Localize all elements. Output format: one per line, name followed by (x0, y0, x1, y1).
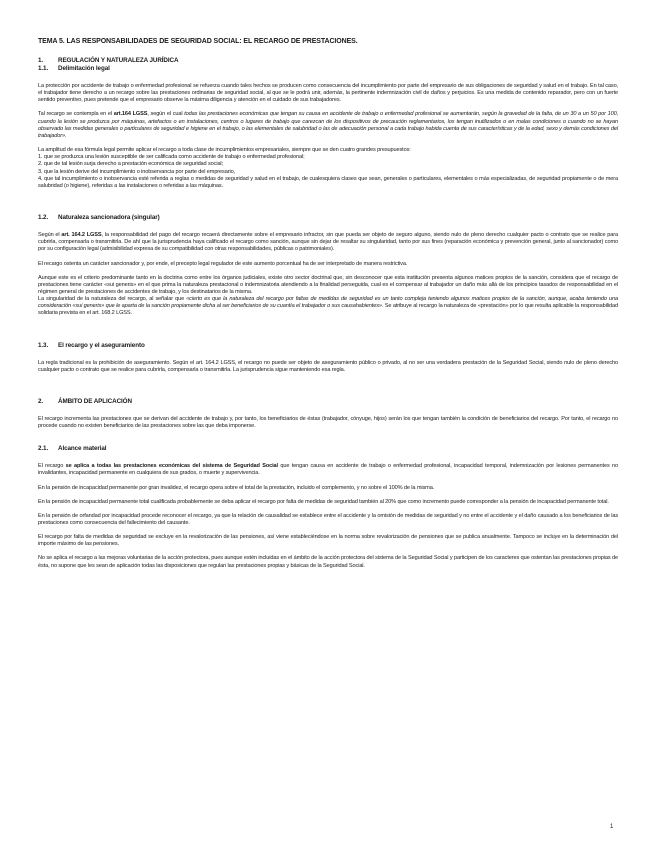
section-2-1-heading: 2.1. Alcance material (38, 445, 107, 453)
section-1-heading: 1. REGULACIÓN Y NATURALEZA JURÍDICA (38, 57, 179, 64)
document-title: TEMA 5. LAS RESPONSABILIDADES DE SEGURIDAD SOCIAL: EL RECARGO DE PRESTACIONES. (38, 38, 358, 45)
section-2-heading: 2. ÁMBITO DE APLICACIÓN (38, 397, 132, 405)
page-number: 1 (610, 824, 614, 830)
section-1-3-heading: 1.3. El recargo y el aseguramiento (38, 341, 145, 349)
paragraph: Tal recargo se contempla en el art.164 LGSS, según el cual todas las prestaciones económicas que tengan su causa en accidente de trabajo o enfermedad profesional se aumentarán, según la gravedad de la falta, de un 30 a un 50 por 100, cuando la lesión se produzca por máquinas, artefactos o en instalaciones, centros o lugares de trabajo que carezcan de los dispositivos de precaución reglamentarios, los tengan inutilizados o en malas condiciones o cuando no se hayan observado las medidas generales o particulares de seguridad e higiene en el trabajo, o las elementales de salubridad o las de adecuación personal a cada trabajo habida cuenta de sus características y de la edad, sexo y demás condiciones del trabajador». (38, 111, 619, 139)
paragraph: La amplitud de esa fórmula legal permite aplicar el recargo a toda clase de incumplimientos empresariales, siempre que se den cuatro grandes presupuestos: (38, 147, 411, 154)
paragraph: El recargo ostenta un carácter sancionador y, por ende, el precepto legal regulador de este aumento porcentual ha de ser interpretado de manera restrictiva. (38, 260, 408, 267)
paragraph: La protección por accidente de trabajo o enfermedad profesional se refuerza cuando tales hechos se producen como consecuencia del incumplimiento por parte del empresario de sus obligaciones de seguridad y salud en el trabajo. En tal caso, el trabajador tiene derecho a un recargo sobre las prestaciones ordinarias de seguridad social, al que se le podrá unir, además, la pertinente indemnización civil de daños y perjuicios. Es una medida de contenido reparador, pero con un fuerte sentido preventivo, pues pretende que el empresario observe la máxima diligencia y atención en el cuidado de sus trabajadores. (38, 83, 618, 104)
paragraph: La regla tradicional es la prohibición de aseguramiento. Según el art. 164.2 LGSS, el recargo no puede ser objeto de aseguramiento público o privado, al no ser una verdadera prestación de la Seguridad Social, siendo nulo de pleno derecho cualquier pacto o contrato que se realice para cubrirla, compensarla o transmitirla. La jurisprudencia sigue manteniendo esa regla. (38, 359, 618, 373)
section-1-2-heading: 1.2. Naturaleza sancionadora (singular) (38, 214, 160, 222)
document-body (38, 37, 618, 577)
paragraph: En la pensión de incapacidad permanente total cualificada probablemente se deba aplicar el recargo por falta de medidas de seguridad también al 20% que como incremento puede corresponder a la pensión de incapacidad permanente total. (38, 498, 609, 505)
paragraph: Aunque este es el criterio predominante tanto en la doctrina como entre los órganos judiciales, existe otro sector doctrinal que, sin desconocer que esta institución presenta algunos matices propios de la sanción, considera que el recargo de prestaciones tiene carácter «sui generis» en el que prima la naturaleza prestacional o indemnizatoria atendiendo a la finalidad perseguida, cual es el compensar al trabajador un daño más allá de los principios tasados de responsabilidad en el régimen general de prestaciones de accidentes de trabajo, y los destinatarios de la misma. (38, 274, 618, 295)
paragraph: El recargo se aplica a todas las prestaciones económicas del sistema de Seguridad Social que tengan causa en accidente de trabajo o enfermedad profesional, incapacidad temporal, indemnización por lesiones permanentes no invalidantes, incapacidad permanente en cualquiera de sus grados, o muerte y supervivencia. (38, 463, 619, 477)
paragraph: El recargo por falta de medidas de seguridad se excluye en la revalorización de las pensiones, así viene estableciéndose en la norma sobre revalorización de pensiones que se publica anualmente. Tampoco se incluye en la determinación del importe máximo de las pensiones. (38, 534, 618, 548)
paragraph: En la pensión de incapacidad permanente por gran invalidez, el recargo opera sobre el total de la prestación, incluido el complemento, y no sobre el 100% de la misma. (38, 484, 435, 491)
list-item: 3. que la lesión derive del incumplimiento o inobservancia por parte del empresario, (38, 168, 236, 175)
list-item: 2. que de tal lesión surja derecho a prestación económica de seguridad social; (38, 161, 223, 168)
list-item: 4. que tal incumplimiento o inobservancia esté referida a reglas o medidas de seguridad y salud en el trabajo, de cualesquiera clases que sean, generales o particulares, elementales o más especializadas, de seguridad propiamente o de mera salubridad (o higiene), referidas a las instalaciones o referidas a las máquinas. (38, 175, 618, 189)
paragraph: Según el art. 164.2 LGSS, la responsabilidad del pago del recargo recaerá directamente sobre el empresario infractor, sin que pueda ser objeto de seguro alguno, siendo nulo de pleno derecho cualquier pacto o contrato que se realice para cubrirla, compensarla o transmitirla. De ahí que la jurisprudencia haya calificado el recargo como sanción, aunque sin dejar de resaltar su singularidad, tanto por sus fines (reparación económica y prevención general, junto al sancionador) como por su configuración legal (admisibilidad expresa de su compatibilidad con otras responsabilidades, públicas o patrimoniales). (38, 232, 619, 253)
paragraph: En la pensión de orfandad por incapacidad procede reconocer el recargo, ya que la relación de causalidad se establece entre el accidente y la omisión de medidas de seguridad y no entre el accidente y el daño causado a los beneficiarios de las prestaciones como consecuencia del fallecimiento del causante. (38, 512, 618, 526)
paragraph: No se aplica el recargo a las mejoras voluntarias de la acción protectora, pues aunque estén incluidas en el ámbito de la acción protectora del sistema de la Seguridad Social y participen de los caracteres que ostentan las prestaciones propias de ésta, no supone que les sean de aplicación todas las disposiciones que regulan las prestaciones propias y básicas de la Seguridad Social. (38, 555, 618, 569)
paragraph: La singularidad de la naturaleza del recargo, al señalar que «cierto es que la naturaleza del recargo por faltas de medidas de seguridad es un tanto compleja teniendo algunos matices propios de la sanción, aunque, acaba teniendo una consideración «sui generis» que le aparta de la sanción propiamente dicha al ser beneficiarios de su cuantía el trabajador o sus causahabientes». Se atribuye al recargo la naturaleza de «prestación» por lo que resulta aplicable la responsabilidad solidaria prevista en el art. 168.2 LGSS. (38, 296, 619, 317)
list-item: 1. que se produzca una lesión susceptible de ser calificada como accidente de trabajo o enfermedad profesional; (38, 154, 305, 161)
paragraph: El recargo incrementa las prestaciones que se derivan del accidente de trabajo y, por tanto, los beneficiarios de éstas (trabajador, cónyuge, hijos) serán los que tengan también la condición de beneficiarios del recargo. Por tanto, el recargo no procede cuando no existen beneficiarios de las prestaciones sobre las que deba imponerse. (38, 415, 618, 430)
section-1-1-heading: 1.1. Delimitación legal (38, 65, 110, 72)
